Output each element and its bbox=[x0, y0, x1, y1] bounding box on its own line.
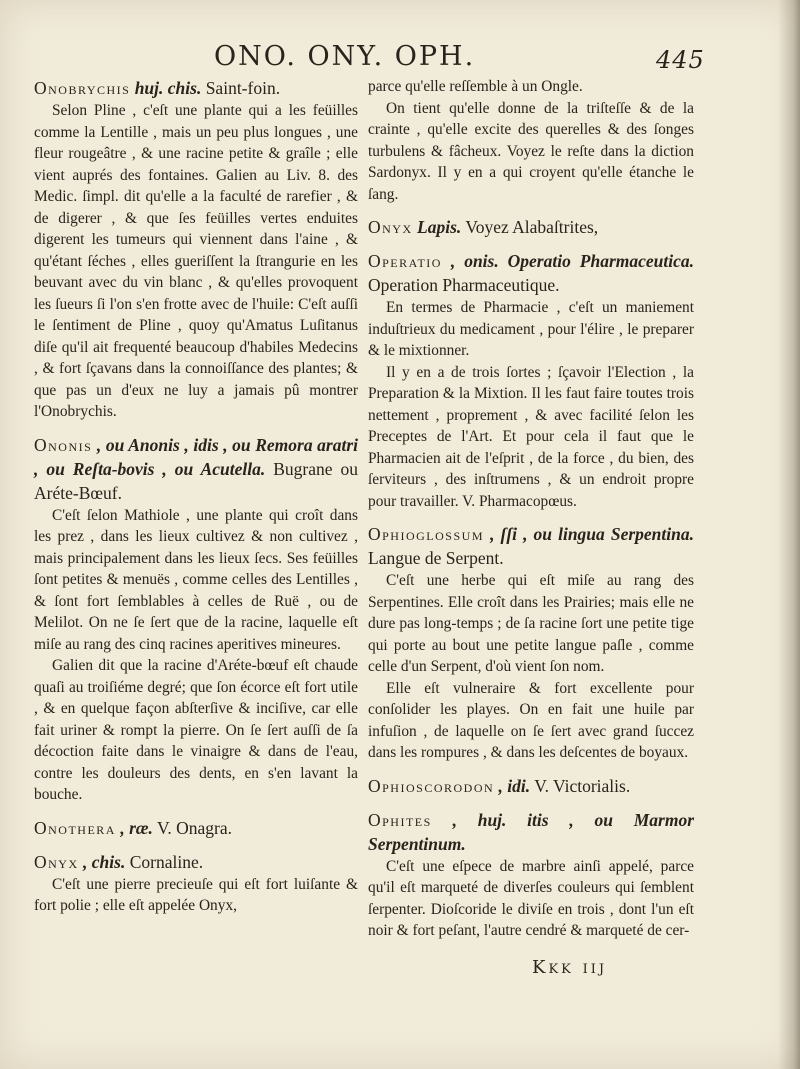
entry-paragraph: Elle eſt vulneraire & fort excellente pour conſolider les playes. On en fait une huile par infuſion , de laquelle on ſe ſert avec grand ſuccez dans les rompures , & dans les deſcentes de boyaux. bbox=[368, 679, 694, 761]
page-number: 445 bbox=[656, 46, 705, 74]
french-gloss: Cornaline. bbox=[129, 851, 204, 872]
french-gloss: Bugrane ou Aréte-Bœuf. bbox=[34, 458, 358, 503]
entry-heading bbox=[34, 76, 358, 100]
page-edge-shadow bbox=[778, 0, 800, 1069]
entry-paragraph: Il y en a de trois ſortes ; ſçavoir l'Election , la Preparation & la Mixtion. Il les faut faire toutes trois nettement , proprement , & avec facilité ſelon les Preceptes de l'Art. Et pour cela il faut que le Pharmacien ait de l'eſprit , de la force , du bien, des ſerviteurs , des inſtrumens , & un endroit propre pour travailler. V. Pharmacopœus. bbox=[368, 363, 694, 510]
entry-heading bbox=[368, 249, 694, 297]
entry-paragraph: parce qu'elle reſſemble à un Ongle. bbox=[368, 78, 583, 95]
dictionary-entry bbox=[368, 215, 694, 239]
right-column bbox=[368, 76, 694, 952]
french-gloss: V. Onagra. bbox=[156, 817, 232, 838]
headword: Onobrychis bbox=[34, 78, 131, 98]
headword: Ophioscorodon bbox=[368, 775, 495, 796]
entry-paragraph: C'eſt ſelon Mathiole , une plante qui croît dans les prez , dans les lieux cultivez & non cultivez , mais principalement dans les lieux ſecs. Ses feüilles ſont petites & menuës , comme celles des Lentilles , & ſont fort ſemblables à celles de Ruë , ou de Melilot. On ne ſe ſert que de la racine, laquelle eſt miſe au rang des cinq racines aperitives mineures. bbox=[34, 506, 358, 653]
dictionary-entry bbox=[368, 808, 694, 942]
french-gloss: Langue de Serpent. bbox=[368, 548, 504, 568]
entry-paragraph: C'eſt une pierre precieuſe qui eſt fort luiſante & fort polie ; elle eſt appelée Onyx, bbox=[34, 875, 358, 914]
grammar-note: , onis. Operatio Pharmaceutica. bbox=[450, 251, 694, 271]
dictionary-entry bbox=[368, 76, 694, 205]
grammar-note: , ou Anonis , idis , ou Remora aratri , ou Reſta-bovis , ou Acutella. bbox=[34, 434, 358, 479]
headword: Ophites bbox=[368, 809, 432, 830]
headword: Ophioglossum bbox=[368, 524, 484, 544]
entry-heading bbox=[368, 808, 694, 856]
entry-paragraph: Selon Pline , c'eſt une plante qui a les feüilles comme la Lentille , mais un peu plus longues , une fleur rougeâtre , & une racine petite & graîle ; elle vient auprés des fontaines. Galien au Liv. 8. des Medic. ſimpl. dit qu'elle a la faculté de rarefier , & de digerer , & que ſes feüilles vertes enduites digerent les tumeurs qui viennent dans l'aine , & qu'étant ſéches , elles gueriſſent la ſtrangurie en les beuvant avec du vin blanc , & qu'elles provoquent les ſueurs ſi l'on s'en frotte avec de l'huile: C'eſt auſſi le ſentiment de Pline , quoy qu'Amatus Luſitanus diſe qu'il ait frequenté beaucoup d'habiles Medecins , & fort ſçavans dans la connoiſſance des plantes; & que pas un d'eux ne luy a jamais pû montrer l'Onobrychis. bbox=[34, 102, 358, 420]
grammar-note: huj. chis. bbox=[134, 78, 202, 98]
entry-heading bbox=[34, 816, 358, 840]
dictionary-entry bbox=[34, 816, 358, 840]
grammar-note: , ſſi , ou lingua Serpentina. bbox=[490, 524, 694, 544]
left-column bbox=[34, 76, 358, 927]
headword: Onyx bbox=[368, 217, 413, 237]
entry-heading bbox=[34, 433, 358, 505]
dictionary-entry bbox=[34, 433, 358, 806]
dictionary-entry bbox=[34, 76, 358, 423]
grammar-note: , ræ. bbox=[120, 817, 153, 838]
entry-paragraph: C'eſt une eſpece de marbre ainſi appelé, parce qu'il eſt marqueté de diverſes couleurs qui ſemblent ſerpenter. Dioſcoride le diviſe en trois , dont l'un eſt noir & fort peſant, l'autre cendré & marqueté de cer- bbox=[368, 857, 694, 939]
dictionary-entry bbox=[368, 774, 694, 798]
signature-mark: Kkk iij bbox=[532, 957, 608, 978]
grammar-note: , chis. bbox=[83, 851, 126, 872]
headword: Onyx bbox=[34, 851, 79, 872]
french-gloss: Voyez Alabaſtrites, bbox=[465, 217, 599, 237]
entry-heading bbox=[368, 522, 694, 570]
dictionary-entry bbox=[368, 249, 694, 512]
entry-heading bbox=[368, 215, 694, 239]
headword: Operatio bbox=[368, 251, 442, 271]
headword: Onothera bbox=[34, 817, 116, 838]
entry-paragraph: En termes de Pharmacie , c'eſt un maniement induſtrieux du medicament , pour l'élire , le preparer & le mixtionner. bbox=[368, 299, 694, 359]
entry-heading bbox=[34, 850, 358, 874]
french-gloss: Saint-foin. bbox=[205, 78, 281, 98]
entry-heading bbox=[368, 774, 694, 798]
running-title: ONO. ONY. OPH. bbox=[214, 41, 476, 72]
grammar-note: , idi. bbox=[498, 775, 531, 796]
grammar-note: Lapis. bbox=[417, 217, 462, 237]
dictionary-entry bbox=[368, 522, 694, 764]
french-gloss: Operation Pharmaceutique. bbox=[368, 275, 560, 295]
dictionary-entry bbox=[34, 850, 358, 917]
entry-paragraph: Galien dit que la racine d'Aréte-bœuf eſt chaude quaſi au troiſiéme degré; que ſon écorce eſt fort utile , & en quelque façon abſterſive & inciſive, car elle fait uriner & rompt la pierre. On ſe ſert auſſi de ſa décoction faite dans le vinaigre & dans de l'eau, contre les douleurs des dents, en s'en lavant la bouche. bbox=[34, 657, 358, 803]
grammar-note: , huj. itis , ou Marmor Serpentinum. bbox=[368, 809, 695, 854]
headword: Ononis bbox=[34, 434, 93, 455]
entry-paragraph: C'eſt une herbe qui eſt miſe au rang des Serpentines. Elle croît dans les Prairies; mais elle ne dure pas long-temps ; de ſa racine ſort une petite tige qui porte au bout une petite langue paſle , comme celle d'un Serpent, d'où vient ſon nom. bbox=[368, 572, 694, 675]
french-gloss: V. Victorialis. bbox=[534, 775, 631, 796]
entry-paragraph: On tient qu'elle donne de la triſteſſe & de la crainte , qu'elle excite des querelles & des ſonges turbulens & fâcheux. Voyez le reſte dans la diction Sardonyx. Il y en a qui croyent qu'elle étanche le ſang. bbox=[368, 99, 694, 203]
